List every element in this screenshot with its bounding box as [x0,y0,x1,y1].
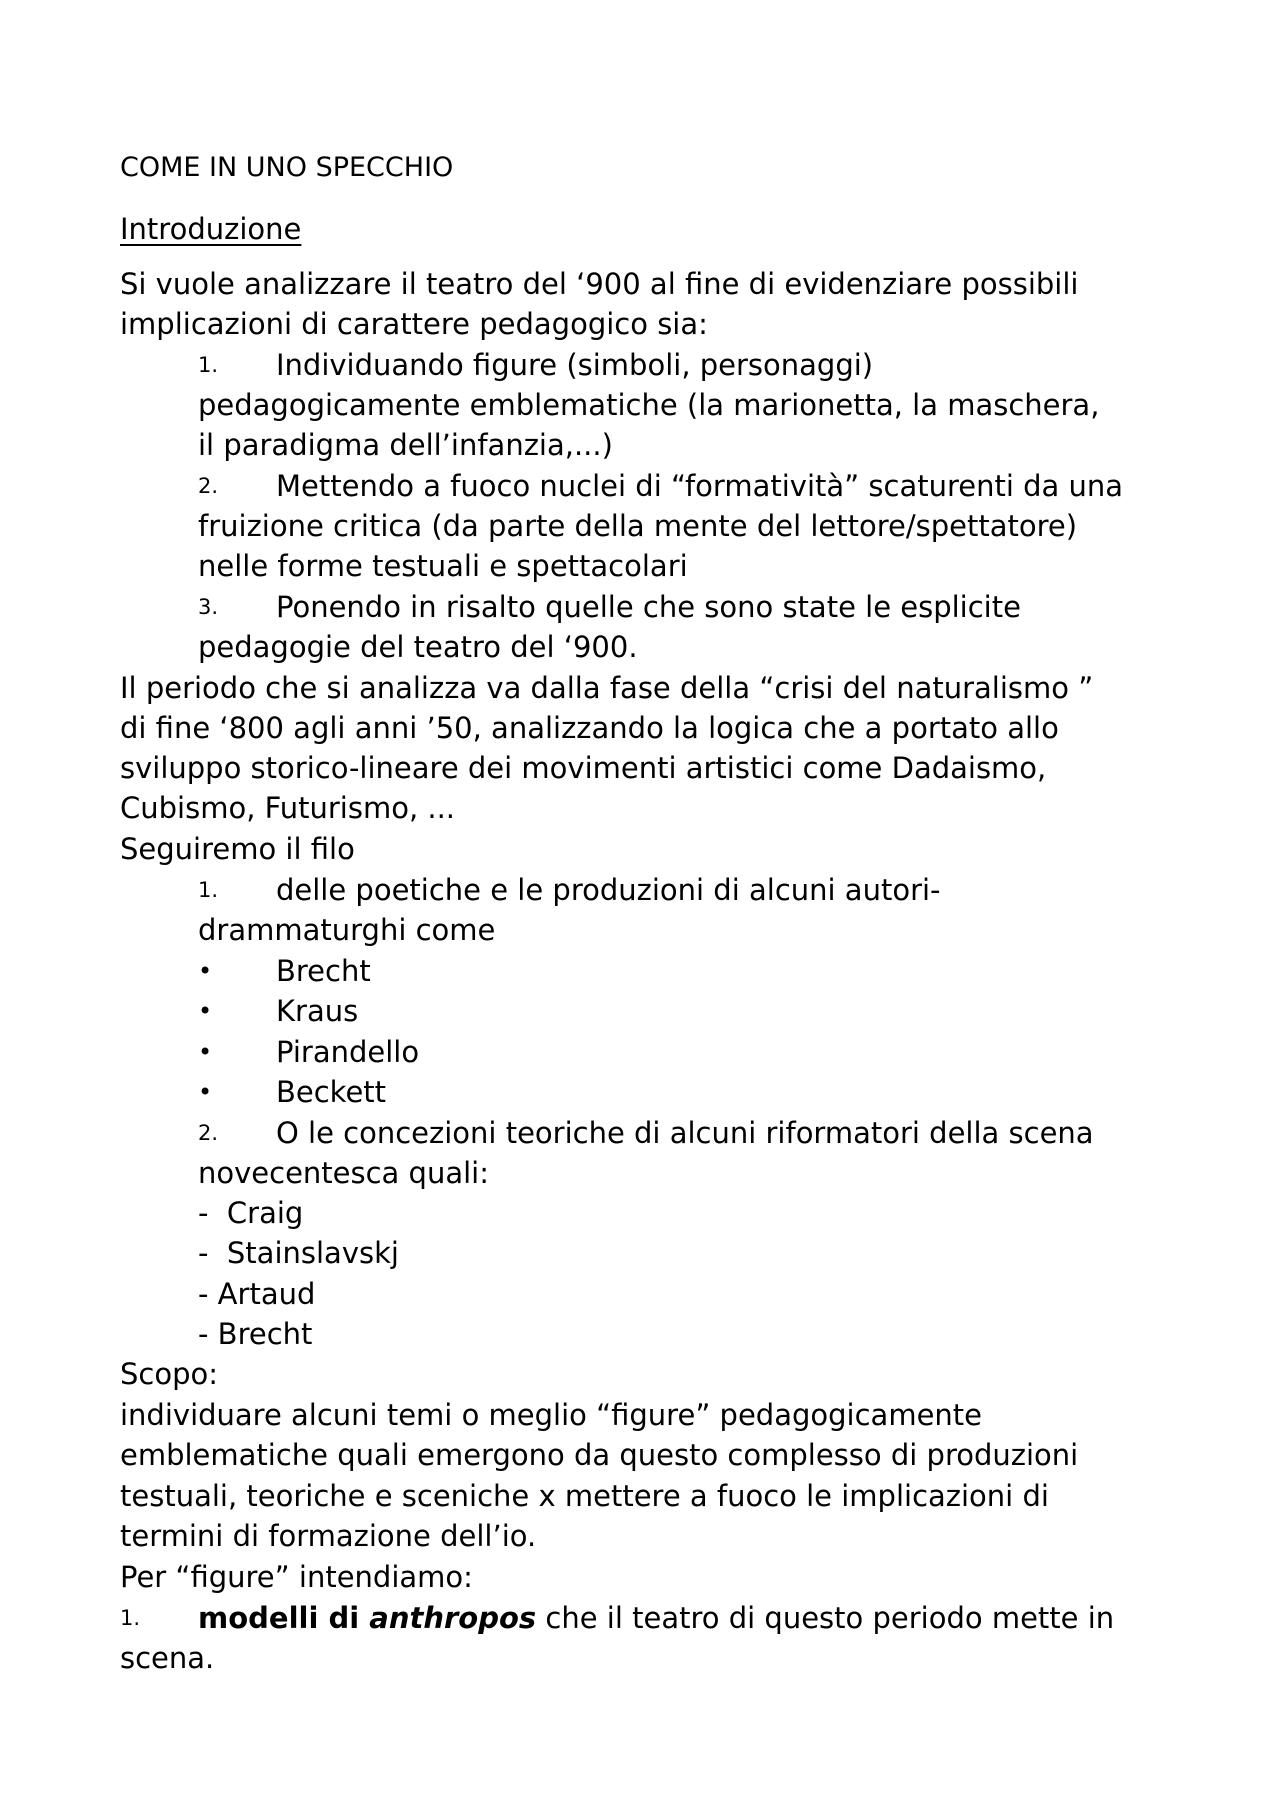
list-item-line: drammaturghi come [198,913,496,947]
document-title: COME IN UNO SPECCHIO [120,152,454,183]
reformer-item: - Brecht [198,1317,313,1351]
paragraph-line: Seguiremo il filo [120,832,355,866]
list-item-line: scena. [120,1641,215,1675]
list-item-line: pedagogie del teatro del ‘900. [198,630,638,664]
list-item-line: O le concezioni teoriche di alcuni riformatori della scena [276,1116,1094,1150]
section-heading: Introduzione [120,212,302,246]
reformer-item: - Craig [198,1196,304,1230]
list-item-line: pedagogicamente emblematiche (la marionetta, la maschera, [198,388,1100,422]
list-item-line: fruizione critica (da parte della mente del lettore/spettatore) [198,509,1078,543]
reformer-item: - Artaud [198,1277,316,1311]
paragraph-line: individuare alcuni temi o meglio “figure” pedagogicamente [120,1398,982,1432]
list-number: 1. [198,353,219,377]
bullet-icon: • [198,997,213,1025]
intro-line: Si vuole analizzare il teatro del ‘900 al fine di evidenziare possibili [120,267,1079,301]
author-item: Kraus [276,994,359,1028]
list-number: 2. [198,1121,219,1145]
list-number: 1. [198,878,219,902]
bold-italic-text: anthropos [369,1601,537,1635]
author-item: Brecht [276,954,371,988]
list-number: 3. [198,595,219,619]
list-item-line: nelle forme testuali e spettacolari [198,549,688,583]
paragraph-line: Per “figure” intendiamo: [120,1560,473,1594]
list-number: 2. [198,474,219,498]
reformer-item: - Stainslavskj [198,1236,399,1270]
author-item: Pirandello [276,1035,420,1069]
paragraph-line: sviluppo storico-lineare dei movimenti artistici come Dadaismo, [120,751,1047,785]
list-item-line [198,1598,1114,1638]
paragraph-line: di fine ‘800 agli anni ’50, analizzando la logica che a portato allo [120,711,1059,745]
plain-text: che il teatro di questo periodo mette in [536,1601,1115,1635]
list-item-line: delle poetiche e le produzioni di alcuni autori- [276,873,941,907]
list-number: 1. [120,1606,141,1630]
intro-line: implicazioni di carattere pedagogico sia: [120,307,708,341]
scope-label: Scopo: [120,1357,219,1391]
bullet-icon: • [198,1038,213,1066]
list-item-line: il paradigma dell’infanzia,...) [198,428,613,462]
list-item-line: Individuando figure (simboli, personaggi) [276,348,874,382]
bold-text: modelli di [198,1601,370,1635]
list-item-line: novecentesca quali: [198,1156,489,1190]
paragraph-line: Il periodo che si analizza va dalla fase della “crisi del naturalismo ” [120,671,1094,705]
author-item: Beckett [276,1075,387,1109]
paragraph-line: termini di formazione dell’io. [120,1519,537,1553]
bullet-icon: • [198,957,213,985]
paragraph-line: testuali, teoriche e sceniche x mettere a fuoco le implicazioni di [120,1479,1049,1513]
bullet-icon: • [198,1078,213,1106]
paragraph-line: Cubismo, Futurismo, ... [120,791,456,825]
list-item-line: Ponendo in risalto quelle che sono state le esplicite [276,590,1021,624]
paragraph-line: emblematiche quali emergono da questo complesso di produzioni [120,1438,1079,1472]
list-item-line: Mettendo a fuoco nuclei di “formatività” scaturenti da una [276,469,1124,503]
